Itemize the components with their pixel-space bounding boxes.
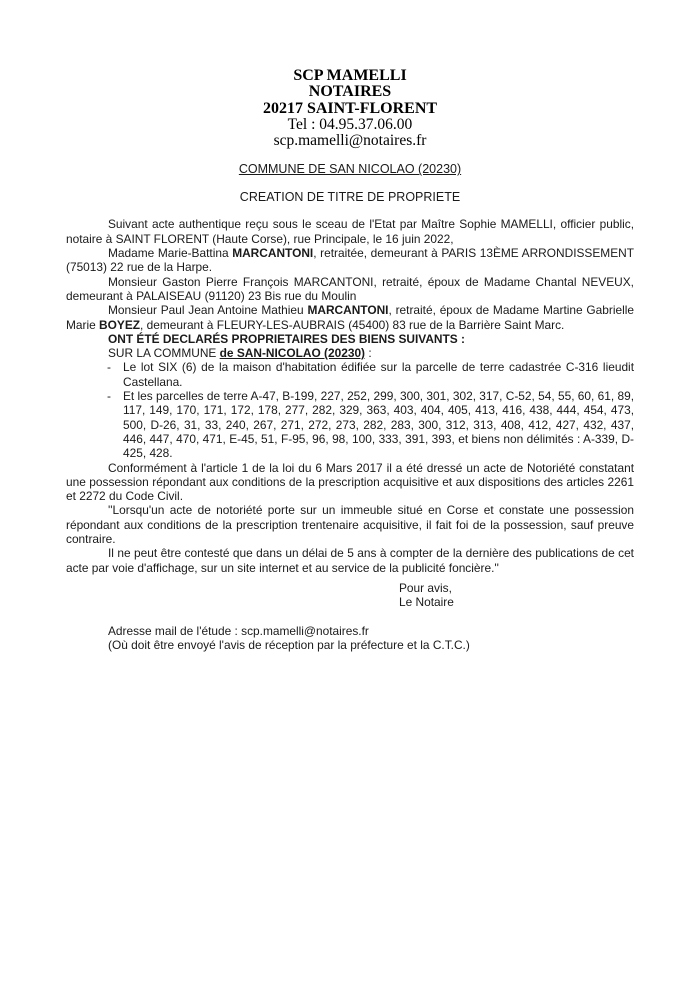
- party-1-text-post: , retraitée, demeurant à PARIS 13ÈME ARRONDISSEMENT (75013) 22 rue de la Harpe.: [66, 246, 634, 275]
- commune-name: de SAN-NICOLAO (20230): [219, 346, 366, 361]
- signature-block: [399, 581, 634, 610]
- property-list-item-2-text: Et les parcelles de terre A-47, B-199, 227, 252, 299, 300, 301, 302, 317, C-52, 54, 55, 60, 61, 89, 117, 149, 170, 171, 172, 178, 277, 282, 329, 363, 403, 404, 405, 413, 416, 438, 444, 454, 473, 500, D-26, 31, 33, 240, 267, 271, 272, 273, 282, 283, 300, 312, 313, 408, 412, 427, 432, 437, 446, 447, 470, 471, E-45, 51, F-95, 96, 98, 100, 333, 391, 393, et biens non délimités : A-339, D-425, 428.: [123, 389, 634, 461]
- office-phone: Tel : 04.95.37.06.00: [287, 115, 413, 133]
- declaration-line: [66, 332, 634, 346]
- party-paragraph-1: [66, 246, 634, 275]
- commune-text-pre: SUR LA COMMUNE: [108, 346, 220, 361]
- party-3-text-pre: Monsieur Paul Jean Antoine Mathieu: [108, 303, 308, 318]
- office-address: 20217 SAINT-FLORENT: [262, 99, 438, 117]
- quote-paragraph-1: ''Lorsqu'un acte de notoriété porte sur un immeuble situé en Corse et constate une possession répondant aux conditions de la prescription trentenaire acquisitive, il fait foi de la possession, sauf preuve contraire.: [66, 503, 634, 547]
- party-3-text-post: , demeurant à FLEURY-LES-AUBRAIS (45400) 83 rue de la Barrière Saint Marc.: [140, 317, 565, 332]
- signature-line-2: Le Notaire: [399, 595, 454, 610]
- commune-line: [66, 346, 634, 360]
- subject-block: [66, 162, 634, 204]
- commune-heading: COMMUNE DE SAN NICOLAO (20230): [238, 162, 462, 177]
- party-3-name: MARCANTONI: [307, 303, 389, 318]
- party-3-spouse-name: BOYEZ: [99, 317, 141, 332]
- property-list-item-1: [66, 360, 634, 389]
- property-list-item-1-text: Le lot SIX (6) de la maison d'habitation édifiée sur la parcelle de terre cadastrée C-316 lieudit Castellana.: [123, 360, 634, 389]
- property-list-item-2: [66, 389, 634, 460]
- footer-reception-line: (Où doit être envoyé l'avis de réception par la préfecture et la C.T.C.): [108, 637, 470, 652]
- document-title: CREATION DE TITRE DE PROPRIETE: [239, 190, 461, 205]
- footer-email-line: Adresse mail de l'étude : scp.mamelli@notaires.fr: [108, 623, 369, 638]
- party-3-text-mid: , retraité, époux de Madame Martine Gabrielle Marie: [66, 303, 634, 332]
- party-1-text-pre: Madame Marie-Battina: [108, 246, 233, 261]
- office-name: SCP MAMELLI: [293, 67, 407, 84]
- party-paragraph-2: Monsieur Gaston Pierre François MARCANTONI, retraité, époux de Madame Chantal NEVEUX, demeurant à PALAISEAU (91120) 23 Bis rue du Moulin: [66, 274, 634, 303]
- declaration-text: ONT ÉTÉ DECLARÉS PROPRIETAIRES DES BIENS SUIVANTS :: [108, 331, 465, 346]
- letterhead: [66, 68, 634, 149]
- document-body: [66, 217, 634, 652]
- list-bullet-1: -: [107, 360, 111, 375]
- party-1-name: MARCANTONI: [232, 246, 314, 261]
- office-email: scp.mamelli@notaires.fr: [273, 132, 427, 150]
- law-paragraph: Conformément à l'article 1 de la loi du 6 Mars 2017 il a été dressé un acte de Notoriété constatant une possession répondant aux conditions de la prescription acquisitive et aux dispositions des articles 2261 et 2272 du Code Civil.: [66, 460, 634, 504]
- intro-paragraph: Suivant acte authentique reçu sous le sceau de l'Etat par Maître Sophie MAMELLI, officier public, notaire à SAINT FLORENT (Haute Corse), rue Principale, le 16 juin 2022,: [66, 217, 634, 246]
- quote-paragraph-2: Il ne peut être contesté que dans un délai de 5 ans à compter de la dernière des publications de cet acte par voie d'affichage, sur un site internet et au service de la publicité foncière.'': [66, 546, 634, 575]
- commune-text-post: :: [365, 346, 372, 361]
- footer-note: [108, 624, 634, 653]
- party-paragraph-3: [66, 303, 634, 332]
- office-type: NOTAIRES: [308, 83, 392, 101]
- list-bullet-2: -: [107, 389, 111, 404]
- signature-line-1: Pour avis,: [399, 580, 452, 595]
